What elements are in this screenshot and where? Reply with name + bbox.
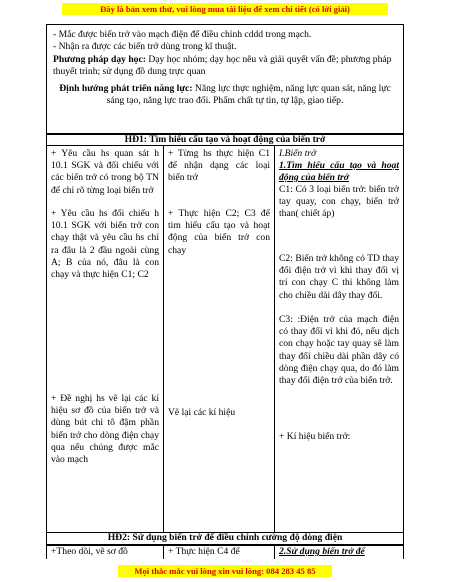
- activity-2-student-cell: + Thực hiện C4 để: [164, 546, 275, 559]
- teacher-activity-column: [47, 146, 164, 532]
- student-activity-column: [164, 146, 275, 532]
- teaching-method-text: Dạy học nhóm; dạy học nêu và giải quyết vấn đề; phương pháp thuyết trình; sử dụng đồ dung trực quan: [53, 53, 392, 77]
- activity-2-teacher-cell: +Theo dõi, vẽ sơ đồ: [47, 546, 164, 559]
- teaching-method: [53, 54, 397, 79]
- section-heading: I.Biến trở: [279, 148, 317, 159]
- activity-2-first-row: [46, 545, 404, 559]
- subsection-heading: 1.Tìm hiểu cấu tạo và hoạt động của biến trở: [279, 160, 399, 184]
- competency-orientation-text: Năng lực thực nghiệm, năng lực quan sát, năng lực sáng tạo, năng lực trao đổi. Phẩm chất tự tin, tự lập, giao tiếp.: [106, 83, 391, 107]
- answer-c3: C3: :Điện trở của mạch điện có thay đổi vì khi đó, nếu dịch con chạy hoặc tay quay sẽ làm thay đổi chiều dài phần dây có dòng điện chạy qua, do đó làm thay đổi điện trở của biến trở.: [279, 314, 399, 387]
- competency-orientation-label: Định hướng phát triển năng lực:: [59, 83, 193, 95]
- rheostat-symbol-label: + Kí hiệu biến trở:: [279, 431, 351, 442]
- activity-1-heading: HĐ1: Tìm hiểu cấu tạo và hoạt động của biến trở: [46, 134, 404, 146]
- preview-banner: Đây là bản xem thử, vui lòng mua tài liệu để xem chi tiết (có lời giải): [62, 3, 388, 15]
- activity-1-table: [46, 146, 404, 532]
- teaching-method-label: Phương pháp dạy học:: [53, 53, 146, 65]
- lesson-objectives-box: [46, 24, 404, 134]
- student-step-2: + Thực hiện C2; C3 để tìm hiểu cấu tạo và hoạt động của biến trở con chạy: [168, 208, 270, 256]
- activity-2-heading: HĐ2: Sử dụng biến trở để điều chỉnh cường độ dòng điện: [46, 532, 404, 545]
- contact-banner: Mọi thắc mắc vui lòng xin vui lòng: 084 283 45 85: [118, 565, 332, 577]
- teacher-step-2: + Yêu cầu hs đối chiếu h 10.1 SGK với biến trở con chạy thật và yêu cầu hs chỉ ra đâu là 2 đầu ngoài cùng A; B của nó, đâu là con chạy và thực hiện C1; C2: [51, 208, 159, 281]
- teacher-step-1: + Yêu cầu hs quan sát h 10.1 SGK và đối chiếu với các biến trở có trong bộ TN để chỉ rõ từng loại biến trở: [51, 148, 159, 196]
- answer-c2: C2: Biến trở không có TD thay đổi điện trở vì khi thay đổi vị trí con chạy C thì không làm cho chiều dài dây thay đổi.: [279, 253, 399, 301]
- student-step-1: + Từng hs thực hiện C1 để nhận dạng các loại biến trở: [168, 148, 270, 184]
- competency-orientation: [53, 83, 397, 108]
- objective-line-1: - Mắc được biến trở vào mạch điện để điều chỉnh cddd trong mạch.: [53, 29, 312, 40]
- student-step-3: Vẽ lại các kí hiệu: [168, 407, 236, 418]
- objective-line-2: - Nhận ra được các biến trở dùng trong kĩ thuật.: [53, 41, 237, 53]
- activity-2-content-cell: 2.Sử dụng biến trở để: [279, 546, 365, 557]
- teacher-step-3: + Đề nghị hs vẽ lại các kí hiệu sơ đồ của biến trở và dùng bút chì tô đậm phần biến trở cho dòng điện chạy qua nếu chúng được mắc vào mạch: [51, 393, 159, 466]
- content-column: [275, 146, 403, 532]
- answer-c1: C1: Có 3 loại biến trở: biến trở tay quay, con chạy, biến trở than( chiết áp): [279, 184, 399, 220]
